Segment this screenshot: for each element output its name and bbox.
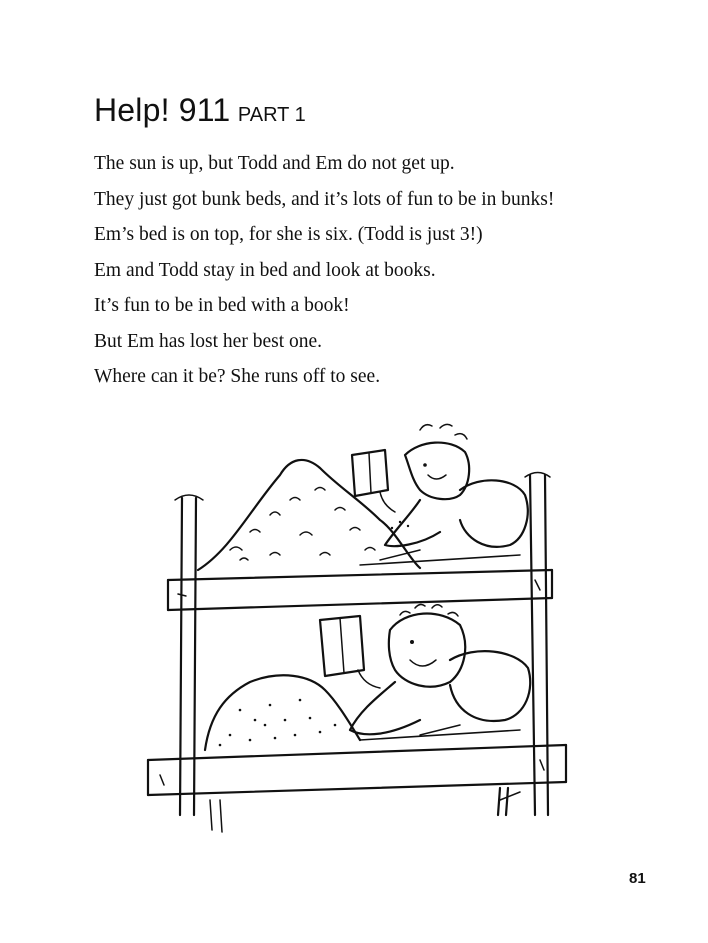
right-bedpost bbox=[525, 473, 550, 816]
page-title bbox=[94, 92, 306, 129]
story-line: Em and Todd stay in bed and look at books. bbox=[94, 259, 436, 281]
title-main: Help! 911 bbox=[94, 92, 231, 128]
story-line: Em’s bed is on top, for she is six. (Todd is just 3!) bbox=[94, 224, 483, 245]
top-pillow bbox=[460, 480, 528, 547]
bottom-blanket bbox=[205, 675, 360, 750]
em-figure bbox=[352, 424, 469, 546]
top-bunk-rail bbox=[168, 570, 552, 610]
todd-figure bbox=[320, 604, 465, 734]
bunk-bed-illustration bbox=[120, 420, 570, 870]
bottom-bunk-rail bbox=[148, 745, 566, 795]
title-part: PART 1 bbox=[237, 104, 306, 126]
story-line: Where can it be? She runs off to see. bbox=[94, 366, 381, 387]
story-line: They just got bunk beds, and it’s lots of fun to be in bunks! bbox=[94, 188, 555, 210]
left-bedpost bbox=[175, 495, 203, 815]
story-line: But Em has lost her best one. bbox=[94, 330, 323, 352]
bottom-pillow bbox=[450, 651, 530, 721]
story-line: It’s fun to be in bed with a book! bbox=[94, 295, 350, 316]
story-line: The sun is up, but Todd and Em do not get up. bbox=[94, 153, 455, 174]
story-text bbox=[94, 146, 694, 395]
page-number: 81 bbox=[629, 870, 646, 887]
